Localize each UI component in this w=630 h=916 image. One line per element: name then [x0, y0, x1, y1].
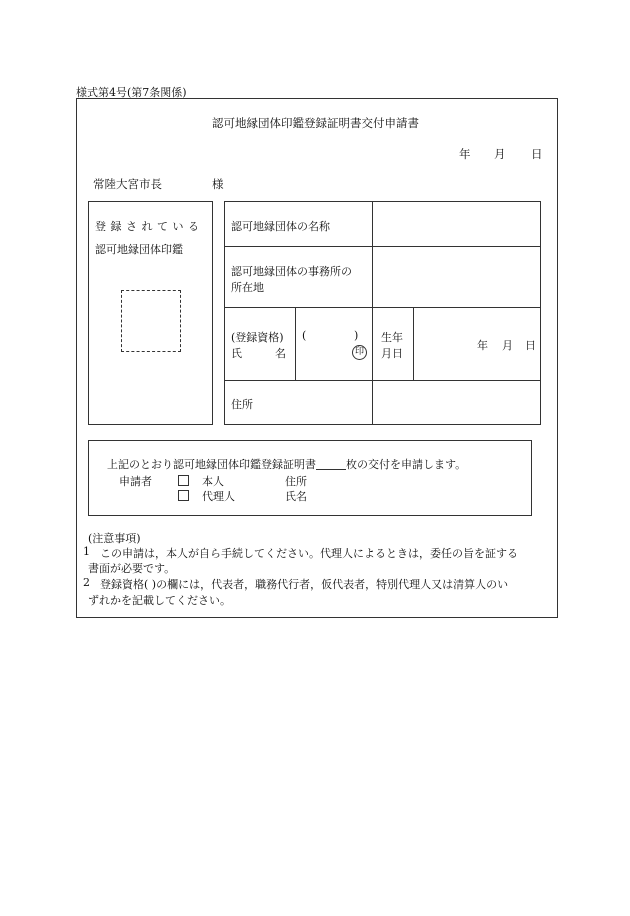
- table-column-divider: [413, 307, 414, 380]
- table-row-divider: [224, 246, 541, 247]
- request-box: [88, 440, 532, 516]
- addressee-name: 常陸大宮市長: [93, 177, 162, 191]
- request-address-label: 住所: [285, 475, 307, 488]
- request-name-label: 氏名: [285, 490, 307, 503]
- note-2-line-1: 登録資格( )の欄には，代表者，職務代行者，仮代表者，特別代理人又は清算人のい: [100, 578, 509, 591]
- birth-year-label: 年: [477, 339, 488, 352]
- applicant-label: 申請者: [119, 475, 152, 488]
- date-month: 月: [494, 147, 506, 161]
- qualification-paren-close: ): [354, 329, 359, 342]
- qualification-paren-open: (: [302, 329, 307, 342]
- table-column-divider: [372, 307, 373, 380]
- note-1-line-1: この申請は，本人が自ら手続してください。代理人によるときは，委任の旨を証する: [100, 547, 518, 560]
- copies-blank: [316, 459, 346, 470]
- office-address-label-2: 所在地: [231, 281, 264, 294]
- birth-day-label: 日: [525, 339, 536, 352]
- request-text-before: 上記のとおり認可地縁団体印鑑登録証明書: [107, 458, 316, 471]
- org-name-label: 認可地縁団体の名称: [231, 220, 330, 233]
- option-self-label: 本人: [202, 475, 224, 488]
- request-text-after: 枚の交付を申請します。: [346, 458, 467, 471]
- option-agent-label: 代理人: [202, 490, 235, 503]
- office-address-label-1: 認可地縁団体の事務所の: [231, 265, 352, 278]
- checkbox-self: [178, 475, 189, 486]
- seal-box-label-1: 登 録 さ れ て い る: [95, 220, 200, 233]
- representative-name-label-1: 氏: [231, 347, 242, 360]
- date-year: 年: [459, 147, 471, 161]
- table-column-divider: [372, 380, 373, 425]
- note-2-line-2: ずれかを記載してください。: [88, 594, 231, 607]
- seal-box-label-2: 認可地縁団体印鑑: [95, 243, 183, 256]
- checkbox-agent: [178, 490, 189, 501]
- address-label: 住所: [231, 398, 253, 411]
- table-column-divider: [295, 307, 296, 380]
- note-2-number: 2: [83, 576, 90, 589]
- request-statement: [107, 456, 466, 472]
- form-number-label: 様式第4号(第7条関係): [76, 86, 187, 99]
- seal-stamp-area: [121, 290, 181, 352]
- table-row-divider: [224, 307, 541, 308]
- birth-month-label: 月: [502, 339, 513, 352]
- table-row-divider: [224, 380, 541, 381]
- birth-date-label-1: 生年: [381, 331, 403, 344]
- addressee-honorific: 様: [212, 177, 224, 191]
- birth-date-label-2: 月日: [381, 347, 403, 360]
- note-1-line-2: 書面が必要です。: [88, 562, 176, 575]
- representative-name-label-2: 名: [275, 347, 286, 360]
- note-1-number: 1: [83, 545, 90, 558]
- date-day: 日: [531, 147, 543, 161]
- notes-heading: (注意事項): [88, 532, 141, 545]
- seal-mark-icon: 印: [352, 345, 367, 360]
- form-title: 認可地縁団体印鑑登録証明書交付申請書: [212, 116, 419, 130]
- qualification-label: (登録資格): [231, 331, 284, 344]
- applicant-info-table: [224, 201, 541, 425]
- table-column-divider: [372, 201, 373, 307]
